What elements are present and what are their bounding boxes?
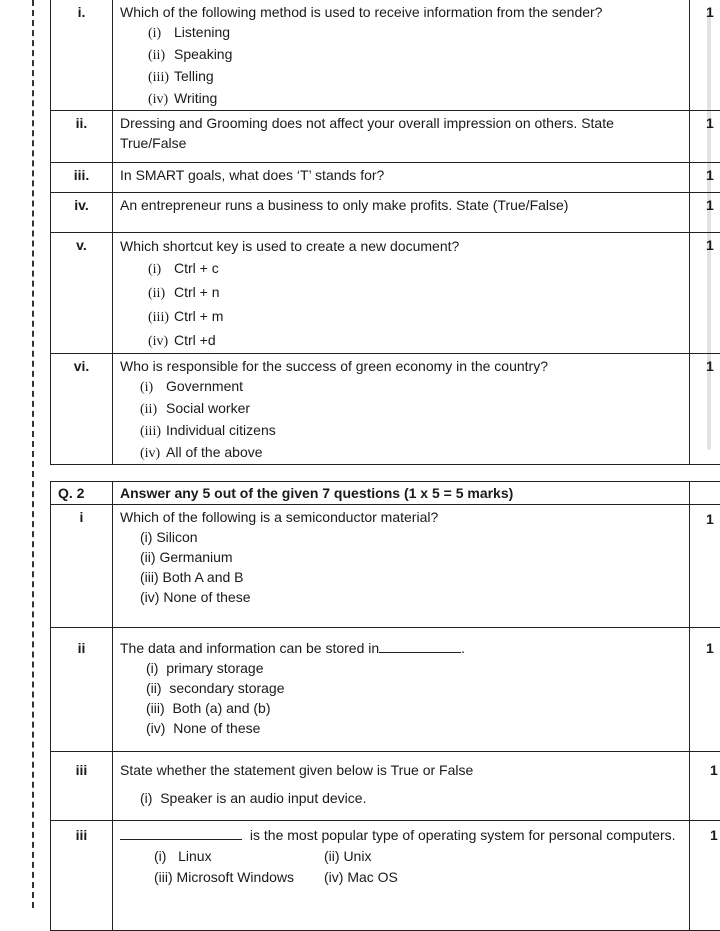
question-number: i. xyxy=(51,0,113,111)
marks: 1 xyxy=(690,193,720,233)
table-row xyxy=(51,821,720,931)
question-cell xyxy=(113,505,690,628)
question-text: In SMART goals, what does ‘T’ stands for? xyxy=(113,163,690,193)
option: (iii) Microsoft Windows xyxy=(154,867,324,888)
option: (iii) Ctrl + m xyxy=(148,305,683,329)
question-cell xyxy=(113,628,690,752)
question-number: vi. xyxy=(51,354,113,465)
option: (iii) Telling xyxy=(148,66,683,88)
option: (iii) Individual citizens xyxy=(140,420,683,442)
table-row xyxy=(51,505,720,628)
option: (iv) Mac OS xyxy=(324,867,398,888)
table-row xyxy=(51,233,720,354)
question-number: i xyxy=(51,505,113,628)
question-text: State whether the statement given below is True or False xyxy=(120,760,683,780)
answer-blank xyxy=(379,640,461,653)
question-text: Who is responsible for the success of green economy in the country? xyxy=(120,356,683,376)
marks: 1 xyxy=(690,233,720,354)
option: (iv) Writing xyxy=(148,88,683,110)
marks: 1 xyxy=(690,505,720,628)
question-number: iii xyxy=(51,821,113,931)
q2-label: Q. 2 xyxy=(51,482,113,505)
marks: 1 xyxy=(690,111,720,163)
q2-table xyxy=(50,481,720,931)
table-row xyxy=(51,628,720,752)
option: (iii) Both (a) and (b) xyxy=(146,698,683,718)
option: (iv) None of these xyxy=(140,587,683,607)
question-cell xyxy=(113,354,690,465)
marks: 1 xyxy=(690,0,720,111)
option: (iv) Ctrl +d xyxy=(148,329,683,353)
question-number: ii. xyxy=(51,111,113,163)
table-row xyxy=(51,163,720,193)
question-number: ii xyxy=(51,628,113,752)
option: (i) primary storage xyxy=(146,658,683,678)
q2-instruction: Answer any 5 out of the given 7 questions (1 x 5 = 5 marks) xyxy=(113,482,690,505)
option: (ii) Speaking xyxy=(148,44,683,66)
question-text: An entrepreneur runs a business to only make profits. State (True/False) xyxy=(113,193,690,233)
option: (i) Linux xyxy=(154,846,324,867)
q2-header-row xyxy=(51,482,720,505)
table-row xyxy=(51,0,720,111)
option: (iv) None of these xyxy=(146,718,683,738)
option: (ii) Ctrl + n xyxy=(148,281,683,305)
option: (i) Government xyxy=(140,376,683,398)
table-row xyxy=(51,193,720,233)
question-cell xyxy=(113,821,690,931)
question-text: is the most popular type of operating system for personal computers. xyxy=(120,825,683,846)
option: (iii) Both A and B xyxy=(140,567,683,587)
marks: 1 xyxy=(690,752,720,821)
option: (ii) Unix xyxy=(324,846,371,867)
question-cell xyxy=(113,752,690,821)
question-text: Which of the following method is used to receive information from the sender? xyxy=(120,2,683,22)
question-text: Dressing and Grooming does not affect your overall impression on others. State True/False xyxy=(113,111,690,163)
table-row xyxy=(51,752,720,821)
question-text: Which shortcut key is used to create a new document? xyxy=(120,235,683,257)
marks: 1 xyxy=(690,354,720,465)
margin-rule xyxy=(32,0,34,908)
option: (ii) Germanium xyxy=(140,547,683,567)
option: (ii) secondary storage xyxy=(146,678,683,698)
question-number: iv. xyxy=(51,193,113,233)
option: (i) Ctrl + c xyxy=(148,257,683,281)
option-row xyxy=(154,846,683,867)
question-cell xyxy=(113,233,690,354)
table-row xyxy=(51,111,720,163)
table-row xyxy=(51,354,720,465)
question-number: v. xyxy=(51,233,113,354)
option-row xyxy=(154,867,683,888)
option: (i) Silicon xyxy=(140,527,683,547)
option: (iv) All of the above xyxy=(140,442,683,464)
question-cell xyxy=(113,0,690,111)
option: (ii) Social worker xyxy=(140,398,683,420)
marks: 1 xyxy=(690,628,720,752)
question-number: iii. xyxy=(51,163,113,193)
question-text: The data and information can be stored in . xyxy=(120,638,683,658)
option: (i) Speaker is an audio input device. xyxy=(140,788,683,808)
question-text: Which of the following is a semiconductor material? xyxy=(120,507,683,527)
answer-blank xyxy=(120,827,242,840)
marks: 1 xyxy=(690,821,720,931)
option: (i) Listening xyxy=(148,22,683,44)
question-number: iii xyxy=(51,752,113,821)
section1-table xyxy=(50,0,720,465)
marks: 1 xyxy=(690,163,720,193)
